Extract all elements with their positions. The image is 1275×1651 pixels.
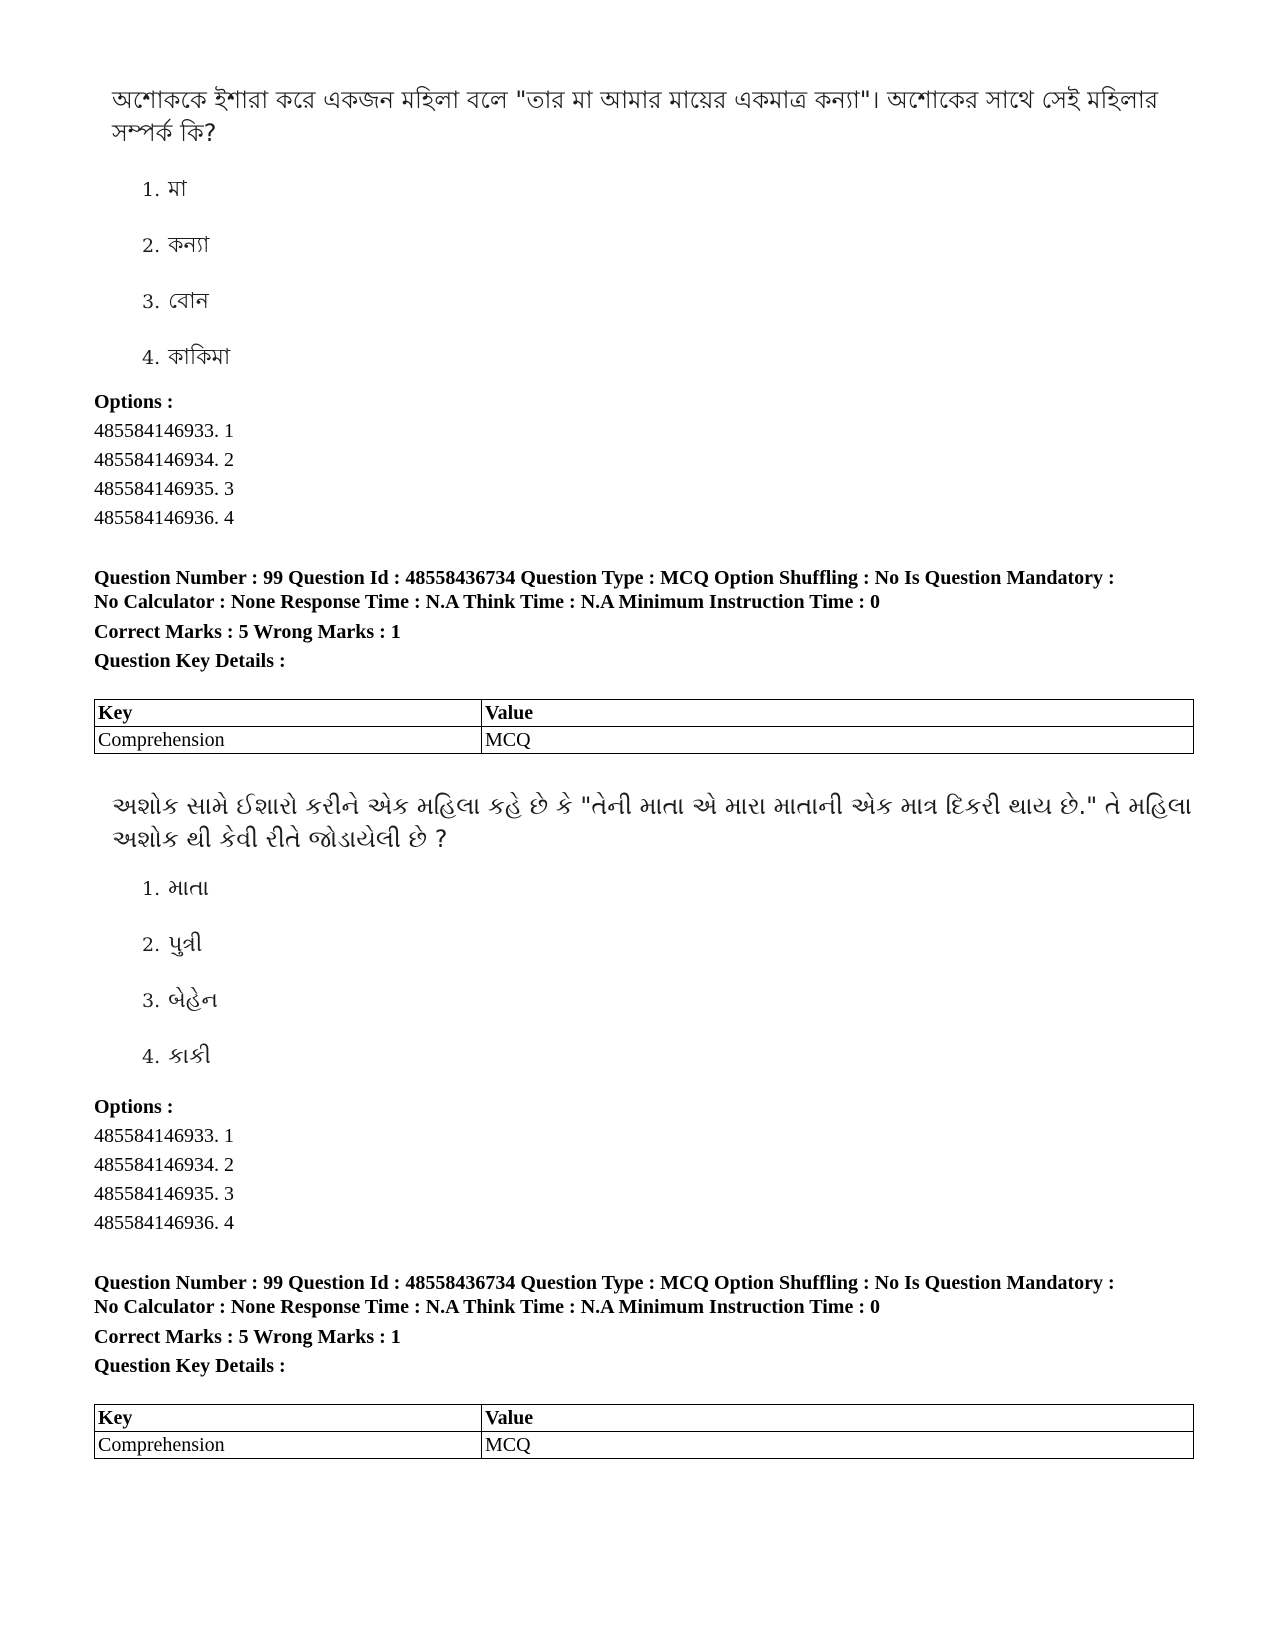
question-gujarati	[112, 790, 1192, 1080]
choice-text: কন্যা	[168, 233, 210, 258]
choice-number: 3.	[142, 291, 161, 313]
table-cell: Comprehension	[95, 1432, 482, 1459]
table-header-row	[95, 700, 1194, 727]
question-meta	[94, 1271, 1194, 1381]
choice-text: বোন	[168, 289, 209, 314]
option-line: 485584146935. 3	[94, 1183, 234, 1205]
key-details-table	[94, 699, 1194, 754]
choice-item	[142, 340, 230, 377]
option-line: 485584146934. 2	[94, 1154, 234, 1176]
choice-text: মা	[168, 177, 187, 202]
table-cell: MCQ	[482, 1432, 1194, 1459]
option-line: 485584146934. 2	[94, 449, 234, 471]
choice-text: કાકી	[168, 1044, 211, 1069]
question-bengali	[112, 84, 1192, 374]
table-row	[95, 1432, 1194, 1459]
options-section	[94, 388, 1194, 533]
option-line: 485584146935. 3	[94, 478, 234, 500]
table-header-cell: Value	[482, 1405, 1194, 1432]
choice-item	[142, 1044, 211, 1069]
choice-number: 2.	[142, 235, 161, 257]
meta-line: No Calculator : None Response Time : N.A Think Time : N.A Minimum Instruction Time : 0	[94, 591, 880, 613]
choice-number: 4.	[142, 347, 161, 369]
table-cell: Comprehension	[95, 727, 482, 754]
choice-text: પુત્રી	[168, 932, 203, 957]
table-cell: MCQ	[482, 727, 1194, 754]
key-details-table	[94, 1404, 1194, 1459]
meta-line: Question Number : 99 Question Id : 48558436734 Question Type : MCQ Option Shuffling : No Is Question Mandatory :	[94, 567, 1115, 589]
choice-item	[142, 876, 209, 901]
table-header-cell: Key	[95, 1405, 482, 1432]
meta-line: Question Number : 99 Question Id : 48558436734 Question Type : MCQ Option Shuffling : No Is Question Mandatory :	[94, 1272, 1115, 1294]
option-line: 485584146936. 4	[94, 507, 234, 529]
choice-number: 2.	[142, 934, 161, 956]
key-details-heading: Question Key Details :	[94, 1355, 286, 1377]
question-meta	[94, 566, 1194, 676]
option-line: 485584146936. 4	[94, 1212, 234, 1234]
options-heading: Options :	[94, 391, 174, 413]
choice-item	[142, 988, 218, 1013]
table-row	[95, 727, 1194, 754]
meta-line: No Calculator : None Response Time : N.A Think Time : N.A Minimum Instruction Time : 0	[94, 1296, 880, 1318]
choice-text: બેહેન	[168, 988, 218, 1013]
choice-item	[142, 228, 209, 265]
choice-item	[142, 932, 202, 957]
marks-line: Correct Marks : 5 Wrong Marks : 1	[94, 1326, 401, 1348]
question-stem: અશોક સામે ઈશારો કરીને એક મહિલા કહે છે કે "તેની માતા એ મારા માતાની એક માત્ર દિકરી થાય છે." તે મહિલા અશોક થી કેવી રીતે જોડાયેલી છે ?	[112, 792, 1192, 853]
marks-line: Correct Marks : 5 Wrong Marks : 1	[94, 621, 401, 643]
question-stem: অশোককে ইশারা করে একজন মহিলা বলে "তার মা আমার মায়ের একমাত্র কন্যা"। অশোকের সাথে সেই মহিলার সম্পর্ক কি?	[112, 86, 1159, 147]
choice-item	[142, 284, 209, 321]
choice-text: માતા	[168, 876, 210, 901]
choice-number: 3.	[142, 990, 161, 1012]
table-header-row	[95, 1405, 1194, 1432]
option-line: 485584146933. 1	[94, 420, 234, 442]
key-details-heading: Question Key Details :	[94, 650, 286, 672]
options-section	[94, 1093, 1194, 1238]
choice-number: 1.	[142, 878, 161, 900]
option-line: 485584146933. 1	[94, 1125, 234, 1147]
table-header-cell: Key	[95, 700, 482, 727]
choice-number: 4.	[142, 1046, 161, 1068]
choice-item	[142, 172, 187, 209]
table-header-cell: Value	[482, 700, 1194, 727]
choice-number: 1.	[142, 179, 161, 201]
choice-text: কাকিমা	[168, 345, 231, 370]
options-heading: Options :	[94, 1096, 174, 1118]
